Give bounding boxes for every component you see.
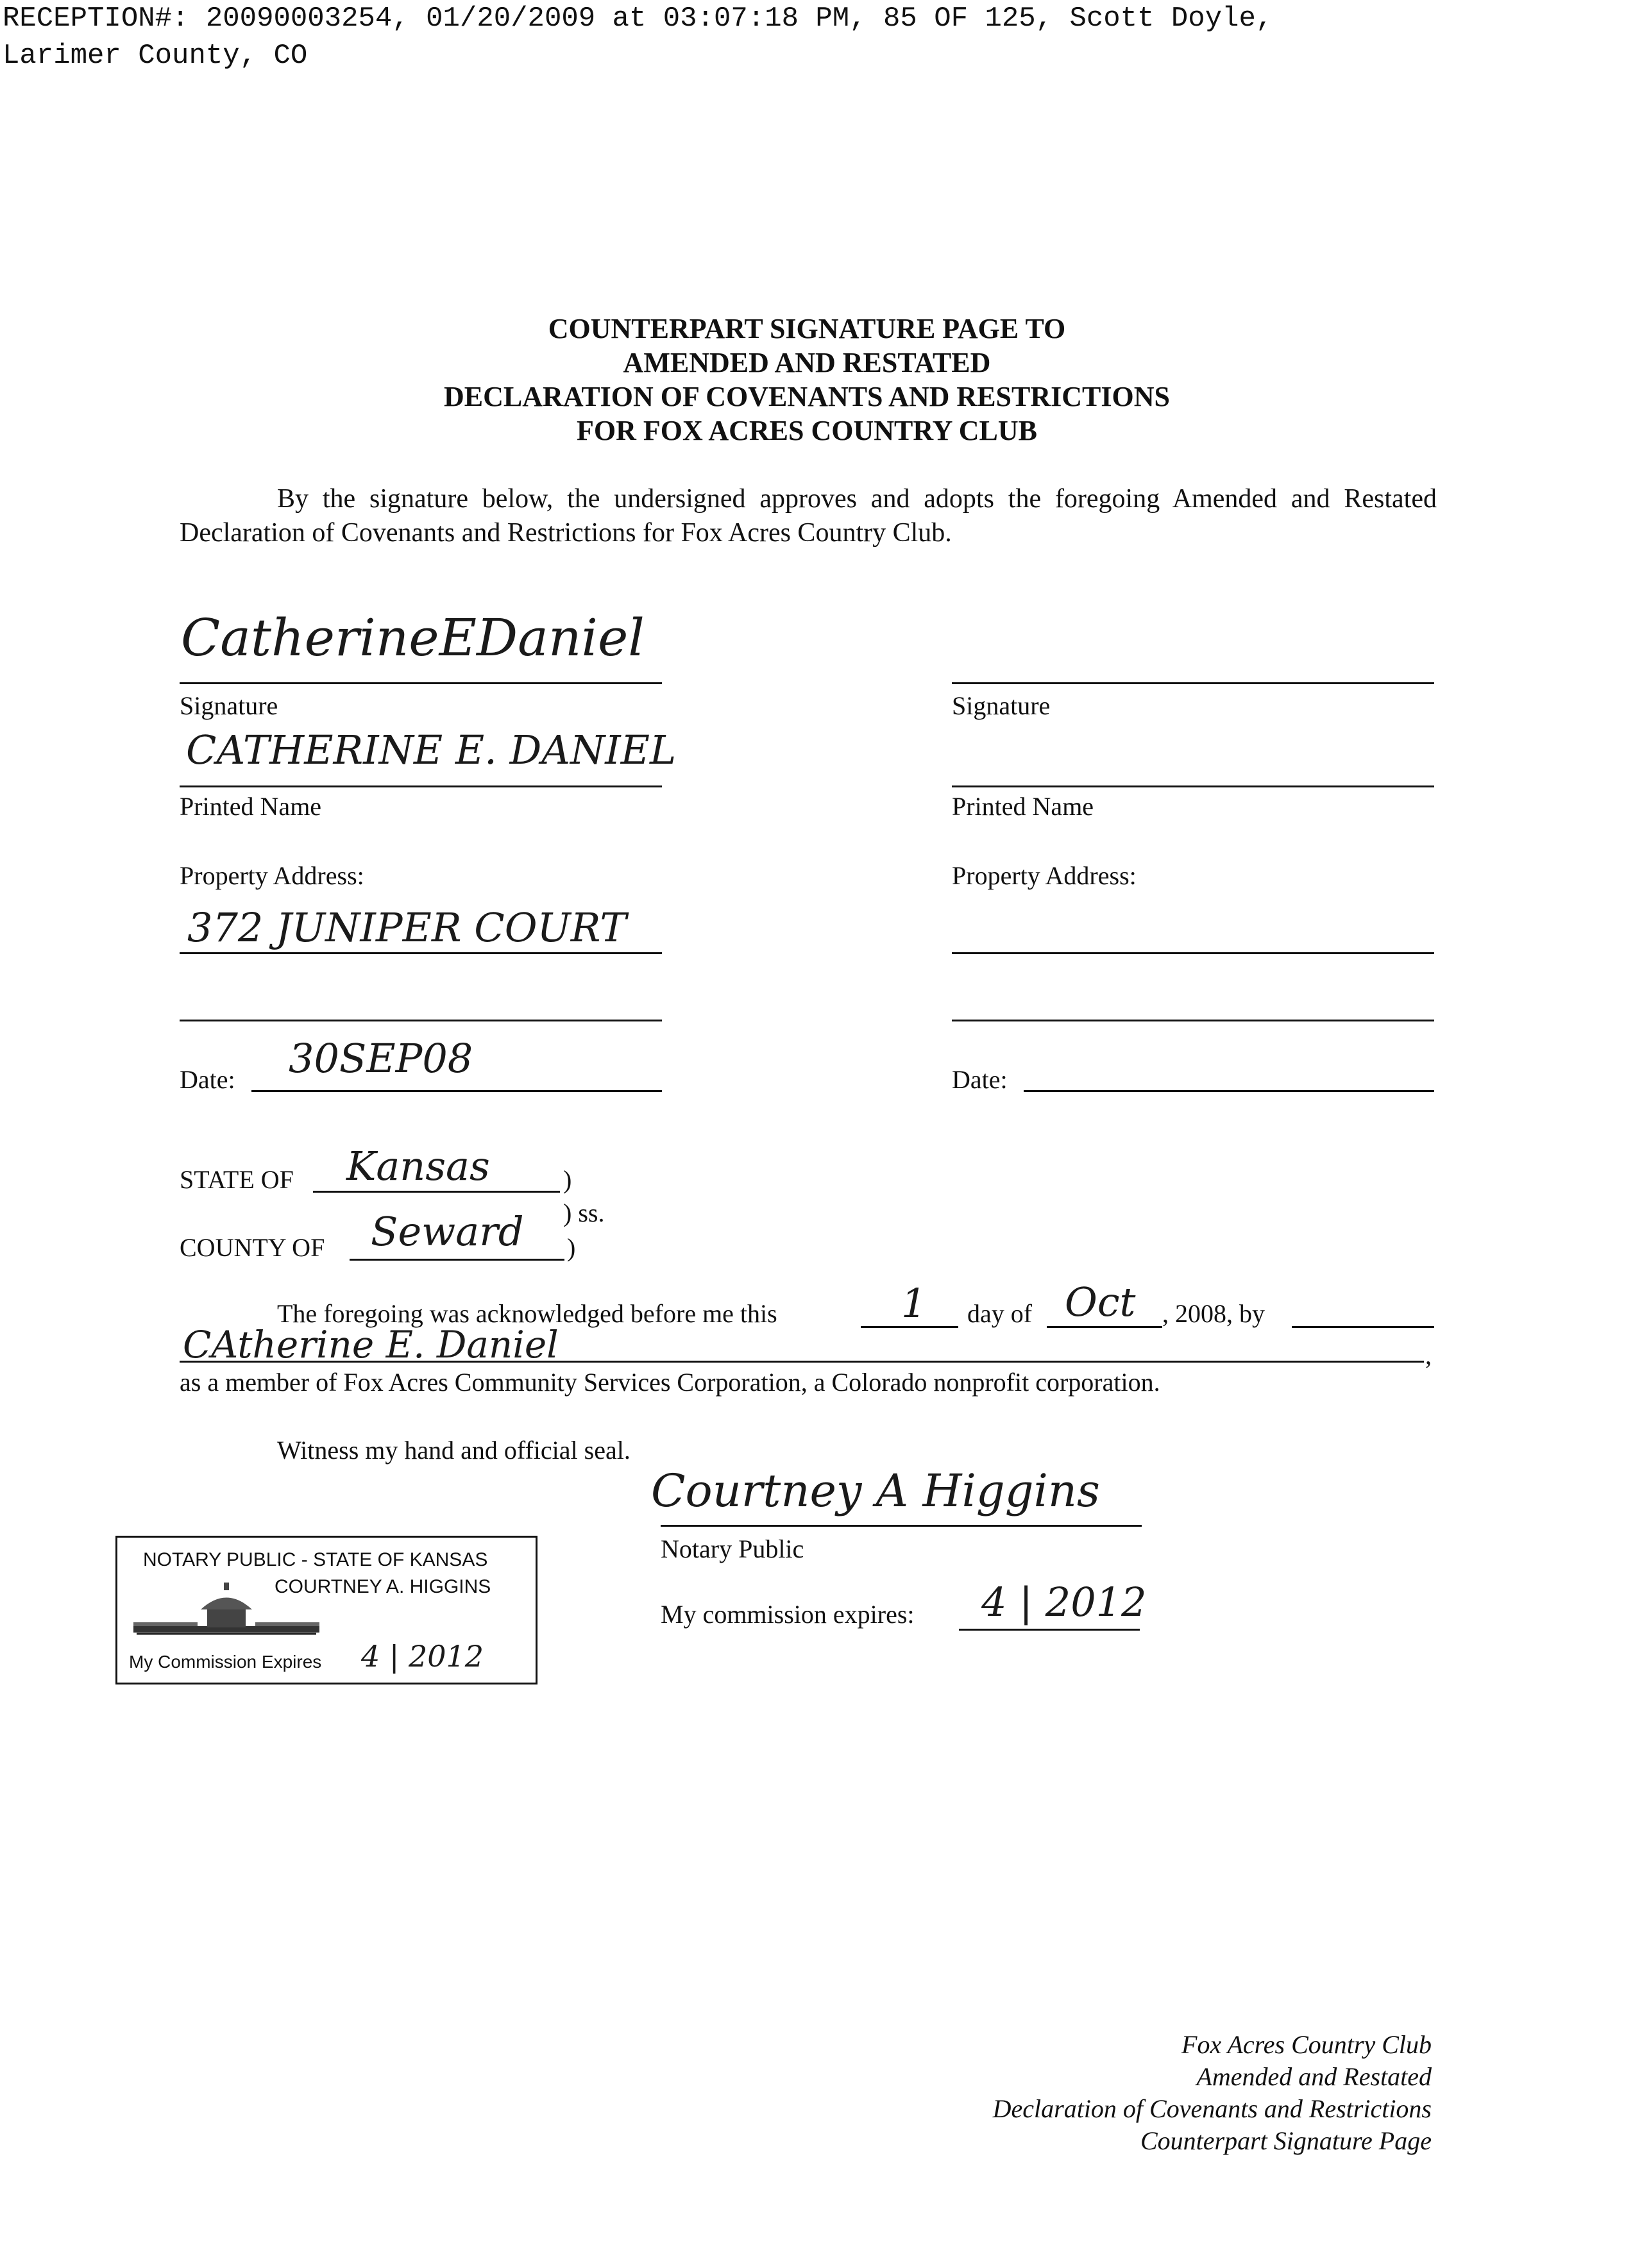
right-date-line: [1024, 1090, 1434, 1092]
stamp-line-2: COURTNEY A. HIGGINS: [275, 1576, 491, 1597]
left-date-label: Date:: [180, 1065, 235, 1094]
ack-text-4: as a member of Fox Acres Community Services Corporation, a Colorado nonprofit corporation.: [180, 1368, 1160, 1397]
ack-comma: ,: [1425, 1341, 1432, 1370]
state-handwritten: Kansas: [346, 1143, 490, 1189]
right-property-address-label: Property Address:: [952, 861, 1137, 890]
right-signature-line: [952, 682, 1434, 684]
state-label: STATE OF: [180, 1165, 294, 1194]
witness-text: Witness my hand and official seal.: [277, 1436, 631, 1465]
reception-header: [3, 0, 1273, 74]
right-printed-name-line: [952, 785, 1434, 787]
footer-line-2: Amended and Restated: [1196, 2062, 1432, 2091]
county-line: [350, 1259, 564, 1261]
commission-handwritten: 4 | 2012: [981, 1579, 1147, 1625]
state-line: [313, 1191, 560, 1193]
notary-stamp: [115, 1536, 537, 1684]
right-address-line-1: [952, 952, 1434, 954]
ack-text-2: day of: [967, 1299, 1033, 1328]
right-address-line-2: [952, 1020, 1434, 1021]
notary-signature-line: [661, 1525, 1142, 1527]
reception-line-1: RECEPTION#: 20090003254, 01/20/2009 at 03:07:18 PM, 85 OF 125, Scott Doyle,: [3, 3, 1273, 35]
footer: [993, 2029, 1432, 2157]
ack-day-line: [861, 1326, 958, 1328]
stamp-expires-handwritten: 4 | 2012: [361, 1639, 484, 1674]
intro-paragraph: By the signature below, the undersigned approves and adopts the foregoing Amended and Restated Declaration of Covenants and Restrictions for Fox Acres Country Club.: [180, 484, 1437, 548]
left-property-address-handwritten: 372 JUNIPER COURT: [187, 904, 627, 951]
county-paren: ): [567, 1233, 576, 1262]
state-paren: ): [563, 1165, 572, 1194]
county-label: COUNTY OF: [180, 1233, 325, 1262]
ack-by-line-end: [1292, 1326, 1434, 1328]
ack-text-1: The foregoing was acknowledged before me this: [277, 1299, 777, 1328]
title-line-1: COUNTERPART SIGNATURE PAGE TO: [548, 313, 1066, 344]
stamp-line-1: NOTARY PUBLIC - STATE OF KANSAS: [143, 1549, 488, 1570]
reception-line-2: Larimer County, CO: [3, 40, 308, 72]
title-line-3: DECLARATION OF COVENANTS AND RESTRICTIONS: [444, 381, 1170, 412]
commission-label: My commission expires:: [661, 1600, 915, 1629]
county-handwritten: Seward: [371, 1208, 524, 1255]
left-printed-name-label: Printed Name: [180, 792, 322, 821]
ss-label: ) ss.: [563, 1198, 605, 1227]
right-printed-name-label: Printed Name: [952, 792, 1094, 821]
footer-line-3: Declaration of Covenants and Restrictions: [992, 2094, 1432, 2123]
left-address-line-2: [180, 1020, 662, 1021]
left-date-handwritten: 30SEP08: [289, 1035, 473, 1082]
stamp-line-3: My Commission Expires: [129, 1652, 322, 1672]
ack-by-handwritten: CAtherine E. Daniel: [183, 1323, 559, 1366]
right-date-label: Date:: [952, 1065, 1008, 1094]
ack-day-handwritten: 1: [901, 1280, 927, 1327]
document-title: [0, 312, 1614, 448]
ack-month-line: [1047, 1326, 1162, 1328]
ack-month-handwritten: Oct: [1065, 1279, 1136, 1325]
left-signature-label: Signature: [180, 691, 278, 720]
title-line-4: FOR FOX ACRES COUNTRY CLUB: [577, 415, 1037, 446]
footer-line-4: Counterpart Signature Page: [1140, 2126, 1432, 2155]
title-line-2: AMENDED AND RESTATED: [623, 347, 991, 378]
ack-text-3: , 2008, by: [1162, 1299, 1265, 1328]
ack-by-line: [180, 1361, 1424, 1363]
commission-line: [959, 1629, 1140, 1631]
left-printed-name-handwritten: CATHERINE E. DANIEL: [186, 727, 677, 773]
notary-public-label: Notary Public: [661, 1534, 804, 1563]
left-address-line-1: [180, 952, 662, 954]
left-printed-name-line: [180, 785, 662, 787]
left-property-address-label: Property Address:: [180, 861, 364, 890]
left-date-line: [251, 1090, 662, 1092]
footer-line-1: Fox Acres Country Club: [1181, 2030, 1432, 2059]
capitol-seal-icon: [130, 1583, 323, 1647]
notary-signature-handwritten: Courtney A Higgins: [651, 1465, 1100, 1517]
right-signature-label: Signature: [952, 691, 1051, 720]
left-signature-line: [180, 682, 662, 684]
left-signature-handwritten: CatherineEDaniel: [181, 608, 645, 668]
